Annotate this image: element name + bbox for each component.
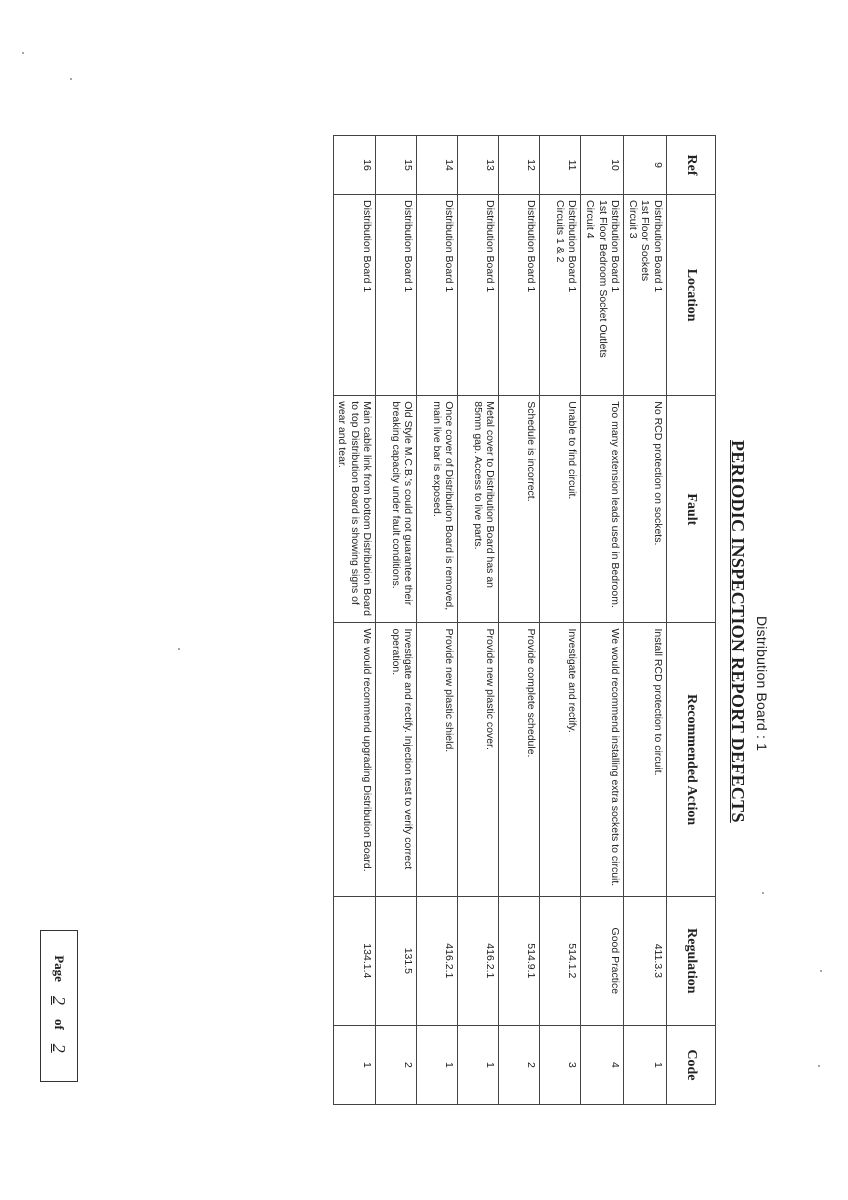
table-row	[581, 136, 624, 1105]
cell-fault: Old Style M.C.B.'s could not guarantee their breaking capacity under fault conditions.	[376, 396, 417, 623]
cell-action: Provide complete schedule.	[499, 623, 540, 896]
cell-regulation: 131.5	[376, 896, 417, 1025]
cell-ref: 9	[624, 136, 667, 195]
table-header-row	[667, 136, 716, 1105]
cell-action: Investigate and rectify. Injection test to verify correct operation.	[376, 623, 417, 896]
cell-regulation: 416.2.1	[458, 896, 499, 1025]
cell-fault: Metal cover to Distribution Board has an 85mm gap. Access to live parts.	[458, 396, 499, 623]
cell-regulation: Good Practice	[581, 896, 624, 1025]
cell-action: Investigate and rectify.	[540, 623, 581, 896]
page-number: 2	[49, 995, 70, 1005]
col-header-ref: Ref	[667, 136, 716, 195]
cell-regulation: 134.1.4	[333, 896, 376, 1025]
col-header-regulation: Regulation	[667, 896, 716, 1025]
col-header-code: Code	[667, 1025, 716, 1104]
cell-fault: No RCD protection on sockets.	[624, 396, 667, 623]
cell-code: 1	[624, 1025, 667, 1104]
cell-regulation: 514.1.2	[540, 896, 581, 1025]
page-number-box	[40, 930, 78, 1082]
table-row	[376, 136, 417, 1105]
cell-ref: 13	[458, 136, 499, 195]
cell-ref: 11	[540, 136, 581, 195]
cell-fault: Once cover of Distribution Board is removed, main live bar is exposed.	[417, 396, 458, 623]
cell-action: Provide new plastic cover.	[458, 623, 499, 896]
cell-code: 1	[417, 1025, 458, 1104]
cell-ref: 14	[417, 136, 458, 195]
cell-action: We would recommend installing extra sockets to circuit.	[581, 623, 624, 896]
cell-regulation: 514.9.1	[499, 896, 540, 1025]
cell-regulation: 416.2.1	[417, 896, 458, 1025]
cell-location: Distribution Board 1	[499, 195, 540, 396]
cell-location: Distribution Board 1 1st Floor Sockets Circuit 3	[624, 195, 667, 396]
table-body	[333, 136, 666, 1105]
cell-location: Distribution Board 1 Circuits 1 & 2	[540, 195, 581, 396]
table-row	[499, 136, 540, 1105]
col-header-recommended-action: Recommended Action	[667, 623, 716, 896]
cell-ref: 12	[499, 136, 540, 195]
cell-fault: Unable to find circuit.	[540, 396, 581, 623]
cell-fault: Main cable link from bottom Distribution Board to top Distribution Board is showing signs of wear and tear.	[333, 396, 376, 623]
board-subtitle: Distribution Board : 1	[754, 616, 770, 752]
cell-code: 2	[499, 1025, 540, 1104]
cell-location: Distribution Board 1	[333, 195, 376, 396]
cell-location: Distribution Board 1	[458, 195, 499, 396]
col-header-location: Location	[667, 195, 716, 396]
cell-location: Distribution Board 1	[417, 195, 458, 396]
cell-action: We would recommend upgrading Distribution Board.	[333, 623, 376, 896]
scan-speck	[818, 1065, 820, 1067]
cell-action: Provide new plastic shield.	[417, 623, 458, 896]
defects-table	[333, 135, 716, 1105]
cell-code: 4	[581, 1025, 624, 1104]
cell-code: 3	[540, 1025, 581, 1104]
scan-speck	[22, 52, 24, 54]
cell-code: 2	[376, 1025, 417, 1104]
scan-speck	[820, 970, 822, 972]
cell-location: Distribution Board 1	[376, 195, 417, 396]
cell-location: Distribution Board 1 1st Floor Bedroom Socket Outlets Circuit 4	[581, 195, 624, 396]
cell-ref: 16	[333, 136, 376, 195]
cell-ref: 15	[376, 136, 417, 195]
cell-regulation: 411.3.3	[624, 896, 667, 1025]
scan-speck	[70, 78, 72, 80]
table-row	[624, 136, 667, 1105]
col-header-fault: Fault	[667, 396, 716, 623]
cell-code: 1	[458, 1025, 499, 1104]
page-title: PERIODIC INSPECTION REPORT DEFECTS	[728, 440, 748, 823]
cell-action: Install RCD protection to circuit.	[624, 623, 667, 896]
cell-ref: 10	[581, 136, 624, 195]
scan-speck	[762, 892, 764, 894]
of-label: of	[52, 1018, 67, 1030]
cell-fault: Schedule is incorrect.	[499, 396, 540, 623]
page-label: Page	[52, 955, 67, 982]
table-row	[540, 136, 581, 1105]
scan-speck	[178, 648, 180, 650]
page-total: 2	[49, 1043, 70, 1053]
cell-code: 1	[333, 1025, 376, 1104]
table-row	[458, 136, 499, 1105]
table-row	[333, 136, 376, 1105]
cell-fault: Too many extension leads used in Bedroom.	[581, 396, 624, 623]
table-row	[417, 136, 458, 1105]
